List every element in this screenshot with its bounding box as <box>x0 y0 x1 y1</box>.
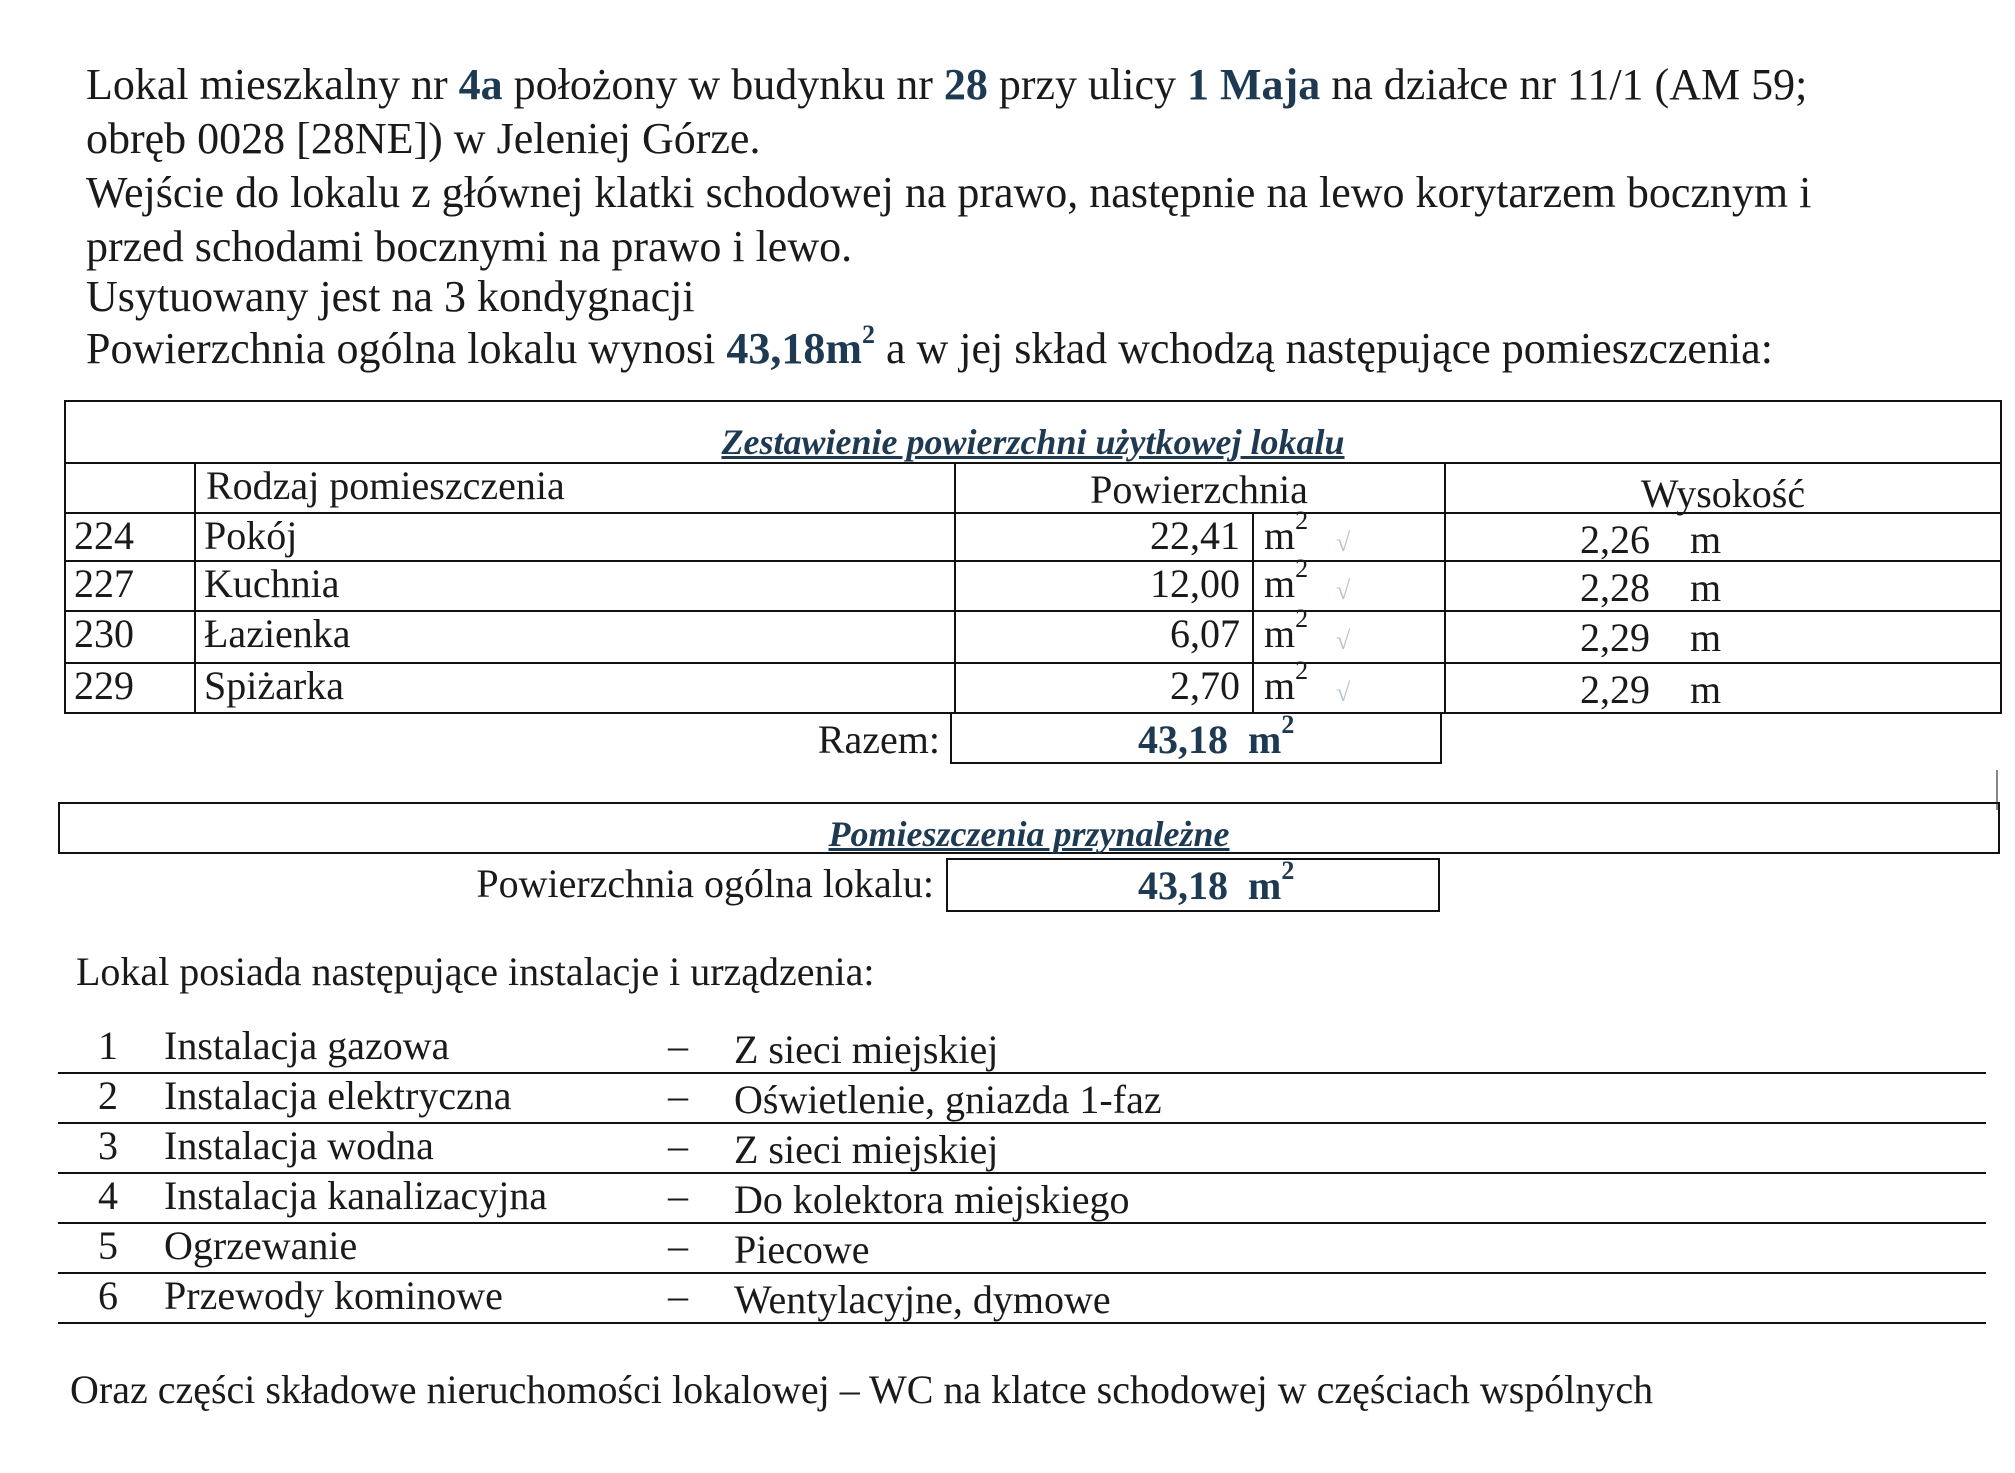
installation-dash: – <box>668 1223 688 1268</box>
room-area: 6,07 <box>1170 611 1240 656</box>
height-unit: m <box>1690 667 1722 712</box>
intro-line-3: Wejście do lokalu z głównej klatki schodowej na prawo, następnie na lewo korytarzem bocznym i <box>86 168 1812 217</box>
area-unit <box>1264 604 1309 658</box>
installation-dash: – <box>668 1273 688 1318</box>
installation-name: Instalacja gazowa <box>164 1023 450 1068</box>
total-label: Razem: <box>817 717 940 762</box>
installation-name: Instalacja wodna <box>164 1123 434 1168</box>
room-area: 12,00 <box>1150 561 1240 606</box>
total-number: 43,18 <box>1138 717 1228 762</box>
area-unit <box>1264 506 1309 560</box>
total-unit: m <box>1248 717 1282 762</box>
appurtenant-total-value <box>1138 856 1295 910</box>
superscript: 2 <box>1281 710 1295 739</box>
intro-text: położony w budynku nr <box>502 60 944 109</box>
superscript: 2 <box>1295 506 1309 535</box>
installations-intro: Lokal posiada następujące instalacje i urządzenia: <box>76 949 875 994</box>
installation-number: 5 <box>98 1223 118 1268</box>
installation-name: Przewody kominowe <box>164 1273 503 1318</box>
room-area: 2,70 <box>1170 663 1240 708</box>
header-rodzaj: Rodzaj pomieszczenia <box>206 463 565 508</box>
installation-value: Piecowe <box>734 1227 870 1272</box>
unit: m <box>1264 663 1296 708</box>
divider <box>1252 512 1254 714</box>
room-number: 227 <box>74 561 134 606</box>
intro-text: Powierzchnia ogólna lokalu wynosi <box>86 324 727 373</box>
intro-text: przy ulicy <box>987 60 1188 109</box>
appurtenant-title: Pomieszczenia przynależne <box>828 814 1230 854</box>
total-value <box>1138 710 1295 764</box>
intro-line-4: przed schodami bocznymi na prawo i lewo. <box>86 222 853 271</box>
check-mark-icon: √ <box>1336 528 1351 557</box>
header-powierzchnia: Powierzchnia <box>1090 467 1308 512</box>
installation-number: 6 <box>98 1273 118 1318</box>
intro-text: na działce nr 11/1 (AM 59; <box>1320 60 1808 109</box>
installation-dash: – <box>668 1123 688 1168</box>
height-unit: m <box>1690 517 1722 562</box>
building-number: 28 <box>943 60 988 109</box>
room-height: 2,28 <box>1580 565 1650 610</box>
check-mark-icon: √ <box>1336 678 1351 707</box>
superscript: 2 <box>1295 554 1309 583</box>
intro-line-1 <box>86 58 1807 112</box>
installation-value: Z sieci miejskiej <box>734 1027 999 1072</box>
divider <box>194 462 196 714</box>
appurtenant-total-number: 43,18 <box>1138 863 1228 908</box>
height-unit: m <box>1690 565 1722 610</box>
unit: m <box>1264 561 1296 606</box>
flat-number: 4a <box>458 60 503 109</box>
installation-number: 2 <box>98 1073 118 1118</box>
height-unit: m <box>1690 615 1722 660</box>
installation-dash: – <box>668 1023 688 1068</box>
footer-text: Oraz części składowe nieruchomości lokalowej – WC na klatce schodowej w częściach wspólnych <box>70 1367 1654 1412</box>
room-name: Łazienka <box>204 611 351 656</box>
installation-name: Ogrzewanie <box>164 1223 358 1268</box>
room-name: Kuchnia <box>204 561 340 606</box>
room-number: 224 <box>74 513 134 558</box>
installation-value: Z sieci miejskiej <box>734 1127 999 1172</box>
table-title: Zestawienie powierzchni użytkowej lokalu <box>721 422 1345 462</box>
installation-value: Wentylacyjne, dymowe <box>734 1277 1111 1322</box>
room-number: 229 <box>74 663 134 708</box>
intro-text: a w jej skład wchodzą następujące pomieszczenia: <box>874 324 1773 373</box>
intro-text: Lokal mieszkalny nr <box>86 60 459 109</box>
street-name: 1 Maja <box>1187 60 1321 109</box>
room-height: 2,26 <box>1580 517 1650 562</box>
unit: m <box>1264 513 1296 558</box>
installation-dash: – <box>668 1173 688 1218</box>
installation-value: Oświetlenie, gniazda 1-faz <box>734 1077 1162 1122</box>
intro-line-5: Usytuowany jest na 3 kondygnacji <box>86 272 695 321</box>
installation-dash: – <box>668 1073 688 1118</box>
room-number: 230 <box>74 611 134 656</box>
area-unit <box>1264 554 1309 608</box>
superscript: 2 <box>1281 856 1295 885</box>
room-height: 2,29 <box>1580 667 1650 712</box>
installation-name: Instalacja elektryczna <box>164 1073 512 1118</box>
superscript: 2 <box>1295 604 1309 633</box>
room-name: Spiżarka <box>204 663 344 708</box>
area-unit <box>1264 656 1309 710</box>
superscript: 2 <box>861 320 875 349</box>
installation-number: 1 <box>98 1023 118 1068</box>
superscript: 2 <box>1295 656 1309 685</box>
installation-number: 3 <box>98 1123 118 1168</box>
appurtenant-total-label: Powierzchnia ogólna lokalu: <box>476 861 934 906</box>
room-name: Pokój <box>204 513 298 558</box>
check-mark-icon: √ <box>1336 626 1351 655</box>
header-wysokosc: Wysokość <box>1640 471 1806 516</box>
total-area: 43,18m <box>726 324 862 373</box>
intro-line-6 <box>86 322 1773 376</box>
room-height: 2,29 <box>1580 615 1650 660</box>
installation-name: Instalacja kanalizacyjna <box>164 1173 548 1218</box>
unit: m <box>1264 611 1296 656</box>
room-area: 22,41 <box>1150 513 1240 558</box>
appurtenant-total-unit: m <box>1248 863 1282 908</box>
installation-number: 4 <box>98 1173 118 1218</box>
installation-value: Do kolektora miejskiego <box>734 1177 1130 1222</box>
intro-line-2: obręb 0028 [28NE]) w Jeleniej Górze. <box>86 114 761 163</box>
check-mark-icon: √ <box>1336 576 1351 605</box>
